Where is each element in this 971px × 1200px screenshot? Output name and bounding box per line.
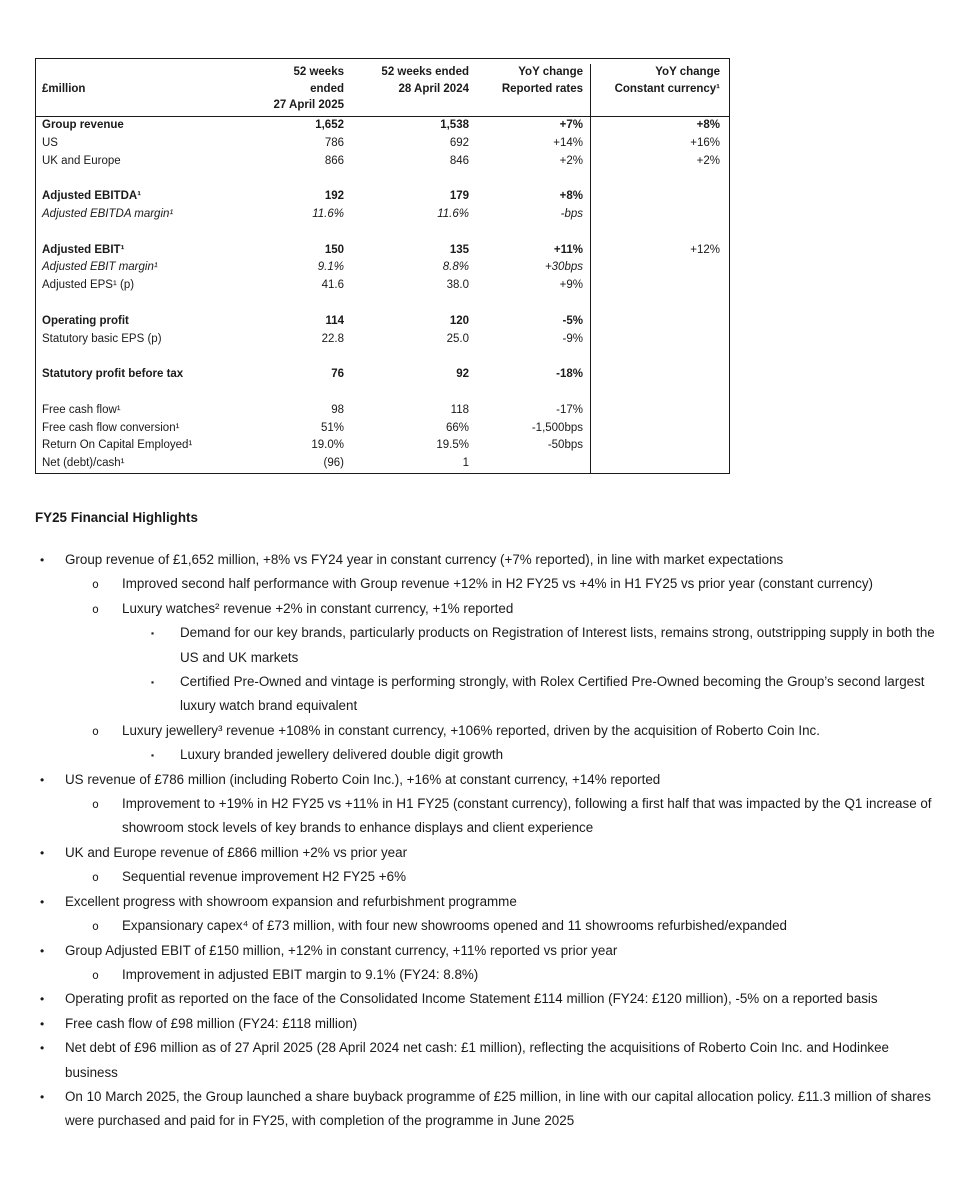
cell-fy24-value: 66%: [445, 421, 469, 434]
bullet-list: [35, 548, 943, 1134]
financial-summary-table: [35, 58, 730, 474]
cell-fy25-value: 192: [324, 190, 344, 203]
bullet-item-l2: [35, 572, 943, 596]
cell-fy25-value: 1,652: [315, 119, 344, 131]
bullet-item-l2: [35, 914, 943, 938]
table-body: [36, 117, 729, 473]
cell-metric-label: [36, 224, 261, 242]
header-line: £million: [42, 82, 86, 95]
bullet-text: Group revenue of £1,652 million, +8% vs FY24 year in constant currency (+7% reported), in line with market expectations: [65, 552, 784, 567]
bullet-item-l2: [35, 597, 943, 621]
cell-fy24-value: 1,538: [440, 119, 469, 131]
cell-fy25-value: 22.8: [321, 332, 344, 345]
table-row: [36, 437, 729, 455]
bullet-text: Luxury watches² revenue +2% in constant currency, +1% reported: [122, 600, 514, 616]
cell-metric-label: Return On Capital Employed¹: [42, 439, 193, 452]
cell-metric-label: [36, 384, 261, 402]
cell-fy25-value: 786: [324, 136, 344, 149]
bullet-marker: ▪: [151, 628, 155, 639]
bullet-text: Operating profit as reported on the face of the Consolidated Income Statement £114 million (FY24: £120 million), -5% on a reported basis: [65, 991, 878, 1007]
table-spacer-row: [36, 224, 729, 242]
cell-fy24-value: 92: [456, 368, 469, 381]
cell-metric-label: Adjusted EPS¹ (p): [42, 279, 135, 292]
cell-fy24-value: [346, 384, 471, 402]
cell-metric-label: Adjusted EBIT margin¹: [42, 261, 158, 274]
bullet-text: Certified Pre-Owned and vintage is performing strongly, with Rolex Certified Pre-Owned becoming the Group’s second largest luxury watch brand equivalent: [180, 674, 925, 714]
cell-yoy-constant: +16%: [690, 136, 720, 149]
header-line: 27 April 2025: [273, 99, 344, 111]
bullet-item-l2: [35, 719, 943, 743]
cell-yoy-constant: [591, 420, 729, 438]
cell-fy24-value: 118: [450, 403, 469, 416]
table-row: [36, 277, 729, 295]
bullet-marker: •: [40, 553, 45, 567]
table-row: [36, 206, 729, 224]
bullet-item-l1: [35, 548, 943, 572]
cell-fy24-value: 19.5%: [436, 439, 469, 452]
cell-yoy-constant: [591, 259, 729, 277]
table-spacer-row: [36, 170, 729, 188]
bullet-marker: o: [92, 601, 99, 616]
cell-yoy-reported: +9%: [471, 277, 591, 295]
table-row: [36, 331, 729, 349]
cell-fy25-value: [261, 224, 346, 242]
cell-yoy-constant: +12%: [690, 243, 720, 256]
cell-yoy-reported: +8%: [471, 188, 591, 206]
cell-yoy-constant: +8%: [696, 119, 720, 131]
cell-fy25-value: [261, 384, 346, 402]
cell-metric-label: Statutory basic EPS (p): [42, 332, 162, 345]
bullet-item-l2: [35, 865, 943, 889]
bullet-text: Free cash flow of £98 million (FY24: £118 million): [65, 1015, 358, 1031]
header-line: YoY change: [518, 66, 583, 78]
cell-yoy-reported: [471, 455, 591, 473]
cell-fy24-value: [346, 170, 471, 188]
bullet-text: US revenue of £786 million (including Roberto Coin Inc.), +16% at constant currency, +14% reported: [65, 771, 661, 787]
cell-yoy-constant: [591, 331, 729, 349]
bullet-text: Excellent progress with showroom expansion and refurbishment programme: [65, 893, 517, 909]
bullet-marker: •: [40, 845, 45, 860]
header-line: ended: [310, 82, 344, 95]
bullet-text: Group Adjusted EBIT of £150 million, +12% in constant currency, +11% reported vs prior year: [65, 942, 618, 958]
cell-fy25-value: (96): [323, 457, 344, 470]
cell-metric-label: Statutory profit before tax: [42, 368, 184, 381]
cell-yoy-reported: +14%: [471, 135, 591, 153]
cell-metric-label: US: [42, 136, 58, 149]
cell-metric-label: [36, 170, 261, 188]
header-fy24: [346, 64, 471, 116]
cell-metric-label: Adjusted EBITDA¹: [42, 190, 142, 203]
bullet-marker: o: [92, 870, 99, 885]
cell-yoy-constant: [591, 384, 729, 402]
bullet-marker: •: [40, 992, 45, 1007]
cell-fy25-value: 866: [324, 154, 344, 167]
header-line: YoY change: [655, 66, 720, 78]
bullet-text: UK and Europe revenue of £866 million +2% vs prior year: [65, 844, 408, 860]
bullet-item-l2: [35, 792, 943, 841]
cell-fy24-value: 1: [462, 457, 469, 470]
cell-yoy-constant: [591, 313, 729, 331]
cell-fy24-value: 8.8%: [442, 261, 469, 274]
cell-yoy-constant: [591, 402, 729, 420]
cell-metric-label: Free cash flow conversion¹: [42, 421, 180, 434]
cell-fy24-value: [346, 224, 471, 242]
bullet-item-l1: [35, 1085, 943, 1134]
cell-fy25-value: 11.6%: [312, 207, 344, 220]
cell-yoy-constant: [591, 224, 729, 242]
bullet-text: Demand for our key brands, particularly products on Registration of Interest lists, remains strong, outstripping supply in both the US and UK markets: [180, 625, 935, 665]
cell-yoy-constant: [591, 188, 729, 206]
bullet-marker: •: [40, 1016, 45, 1031]
bullet-marker: o: [92, 577, 99, 592]
bullet-text: Expansionary capex⁴ of £73 million, with four new showrooms opened and 11 showrooms refurbished/expanded: [122, 918, 788, 934]
bullet-text: Net debt of £96 million as of 27 April 2025 (28 April 2024 net cash: £1 million), reflecting the acquisitions of Roberto Coin Inc. and Hodinkee business: [65, 1040, 890, 1080]
cell-fy25-value: [261, 295, 346, 313]
cell-fy25-value: 41.6: [321, 279, 344, 292]
cell-fy24-value: [346, 348, 471, 366]
cell-yoy-constant: +2%: [696, 154, 720, 167]
header-yoy-constant: [591, 64, 729, 116]
cell-fy24-value: 11.6%: [437, 207, 469, 220]
cell-fy25-value: 98: [331, 403, 344, 416]
bullet-marker: o: [92, 919, 99, 934]
cell-yoy-reported: [471, 170, 591, 188]
bullet-marker: ▪: [151, 677, 155, 688]
cell-fy24-value: 38.0: [446, 279, 469, 292]
cell-metric-label: Operating profit: [42, 314, 129, 327]
table-row: [36, 135, 729, 153]
header-fy25: [261, 64, 346, 116]
cell-yoy-reported: +11%: [471, 242, 591, 260]
bullet-marker: •: [40, 1041, 45, 1056]
bullet-item-l1: [35, 939, 943, 963]
cell-yoy-reported: -50bps: [471, 437, 591, 455]
cell-yoy-reported: [471, 384, 591, 402]
bullet-text: Luxury branded jewellery delivered double digit growth: [180, 747, 504, 763]
bullet-item-l1: [35, 890, 943, 914]
table-row: [36, 242, 729, 260]
bullet-marker: o: [92, 723, 99, 738]
bullet-marker: •: [40, 772, 45, 787]
bullet-text: Improved second half performance with Group revenue +12% in H2 FY25 vs +4% in H1 FY25 vs prior year (constant currency): [122, 576, 873, 592]
cell-fy25-value: 51%: [320, 421, 344, 434]
cell-fy24-value: 135: [449, 243, 469, 256]
cell-fy25-value: 19.0%: [311, 439, 344, 452]
cell-fy25-value: 150: [324, 243, 344, 256]
bullet-text: Luxury jewellery³ revenue +108% in constant currency, +106% reported, driven by the acquisition of Roberto Coin Inc.: [122, 722, 820, 738]
cell-fy25-value: [261, 348, 346, 366]
header-line: 28 April 2024: [398, 82, 469, 95]
bullet-marker: o: [92, 967, 99, 982]
bullet-item-l1: [35, 841, 943, 865]
bullet-item-l1: [35, 1036, 943, 1085]
cell-yoy-constant: [591, 170, 729, 188]
bullet-marker: •: [40, 1089, 45, 1104]
cell-metric-label: [36, 295, 261, 313]
bullet-item-l1: [35, 768, 943, 792]
table-row: [36, 188, 729, 206]
cell-metric-label: Net (debt)/cash¹: [42, 457, 125, 470]
table-spacer-row: [36, 384, 729, 402]
cell-fy24-value: 25.0: [446, 332, 469, 345]
header-yoy-reported: [471, 64, 591, 116]
cell-yoy-reported: -5%: [471, 313, 591, 331]
table-row: [36, 117, 729, 135]
cell-yoy-reported: -9%: [471, 331, 591, 349]
cell-fy25-value: 114: [325, 314, 344, 327]
cell-yoy-constant: [591, 366, 729, 384]
cell-metric-label: Free cash flow¹: [42, 403, 121, 416]
cell-yoy-reported: [471, 348, 591, 366]
bullet-item-l2: [35, 963, 943, 987]
cell-yoy-constant: [591, 437, 729, 455]
cell-yoy-reported: [471, 295, 591, 313]
header-line: Constant currency¹: [614, 82, 720, 95]
table-row: [36, 455, 729, 473]
cell-fy24-value: 846: [449, 154, 469, 167]
header-line: Reported rates: [501, 82, 583, 95]
bullet-item-l3: [35, 743, 943, 767]
cell-yoy-reported: -bps: [471, 206, 591, 224]
cell-yoy-constant: [591, 206, 729, 224]
header-line: 52 weeks ended: [381, 66, 469, 78]
cell-yoy-reported: -17%: [471, 402, 591, 420]
cell-fy24-value: 179: [449, 190, 469, 203]
table-row: [36, 402, 729, 420]
table-row: [36, 153, 729, 171]
cell-yoy-constant: [591, 455, 729, 473]
cell-metric-label: UK and Europe: [42, 154, 121, 167]
table-spacer-row: [36, 348, 729, 366]
cell-fy25-value: 9.1%: [317, 261, 344, 274]
bullet-text: Sequential revenue improvement H2 FY25 +6%: [122, 869, 406, 885]
cell-yoy-reported: +7%: [471, 117, 591, 135]
table-row: [36, 420, 729, 438]
section-heading: FY25 Financial Highlights: [35, 510, 198, 525]
bullet-text: On 10 March 2025, the Group launched a share buyback programme of £25 million, in line with our capital allocation policy. £11.3 million of shares were purchased and paid for in FY25, with completion of the programme in June 2025: [65, 1088, 931, 1129]
header-metric: [36, 64, 261, 116]
cell-metric-label: Group revenue: [42, 119, 124, 131]
cell-yoy-constant: [591, 348, 729, 366]
table-header-row: [36, 59, 729, 117]
bullet-item-l1: [35, 1012, 943, 1036]
cell-metric-label: Adjusted EBITDA margin¹: [42, 207, 174, 220]
cell-metric-label: Adjusted EBIT¹: [42, 243, 125, 256]
cell-fy25-value: 76: [331, 368, 344, 381]
cell-fy24-value: 692: [449, 136, 469, 149]
bullet-marker: o: [92, 797, 99, 812]
cell-yoy-reported: -1,500bps: [471, 420, 591, 438]
cell-metric-label: [36, 348, 261, 366]
cell-yoy-reported: -18%: [471, 366, 591, 384]
highlights-section: [35, 510, 943, 1134]
cell-yoy-constant: [591, 277, 729, 295]
bullet-item-l1: [35, 987, 943, 1011]
bullet-text: Improvement to +19% in H2 FY25 vs +11% in H1 FY25 (constant currency), following a first half that was impacted by the Q1 increase of showroom stock levels of key brands to enhance displays and client experience: [122, 796, 932, 836]
table-row: [36, 366, 729, 384]
cell-yoy-reported: [471, 224, 591, 242]
cell-yoy-constant: [591, 295, 729, 313]
header-line: 52 weeks: [293, 66, 344, 78]
cell-fy25-value: [261, 170, 346, 188]
bullet-marker: •: [40, 894, 45, 909]
table-row: [36, 259, 729, 277]
bullet-marker: ▪: [151, 750, 155, 761]
bullet-text: Improvement in adjusted EBIT margin to 9.1% (FY24: 8.8%): [122, 966, 479, 982]
table-row: [36, 313, 729, 331]
table-spacer-row: [36, 295, 729, 313]
cell-fy24-value: [346, 295, 471, 313]
cell-yoy-reported: +2%: [471, 153, 591, 171]
bullet-marker: •: [40, 943, 45, 958]
cell-fy24-value: 120: [449, 314, 469, 327]
bullet-item-l3: [35, 670, 943, 719]
cell-yoy-reported: +30bps: [471, 259, 591, 277]
bullet-item-l3: [35, 621, 943, 670]
